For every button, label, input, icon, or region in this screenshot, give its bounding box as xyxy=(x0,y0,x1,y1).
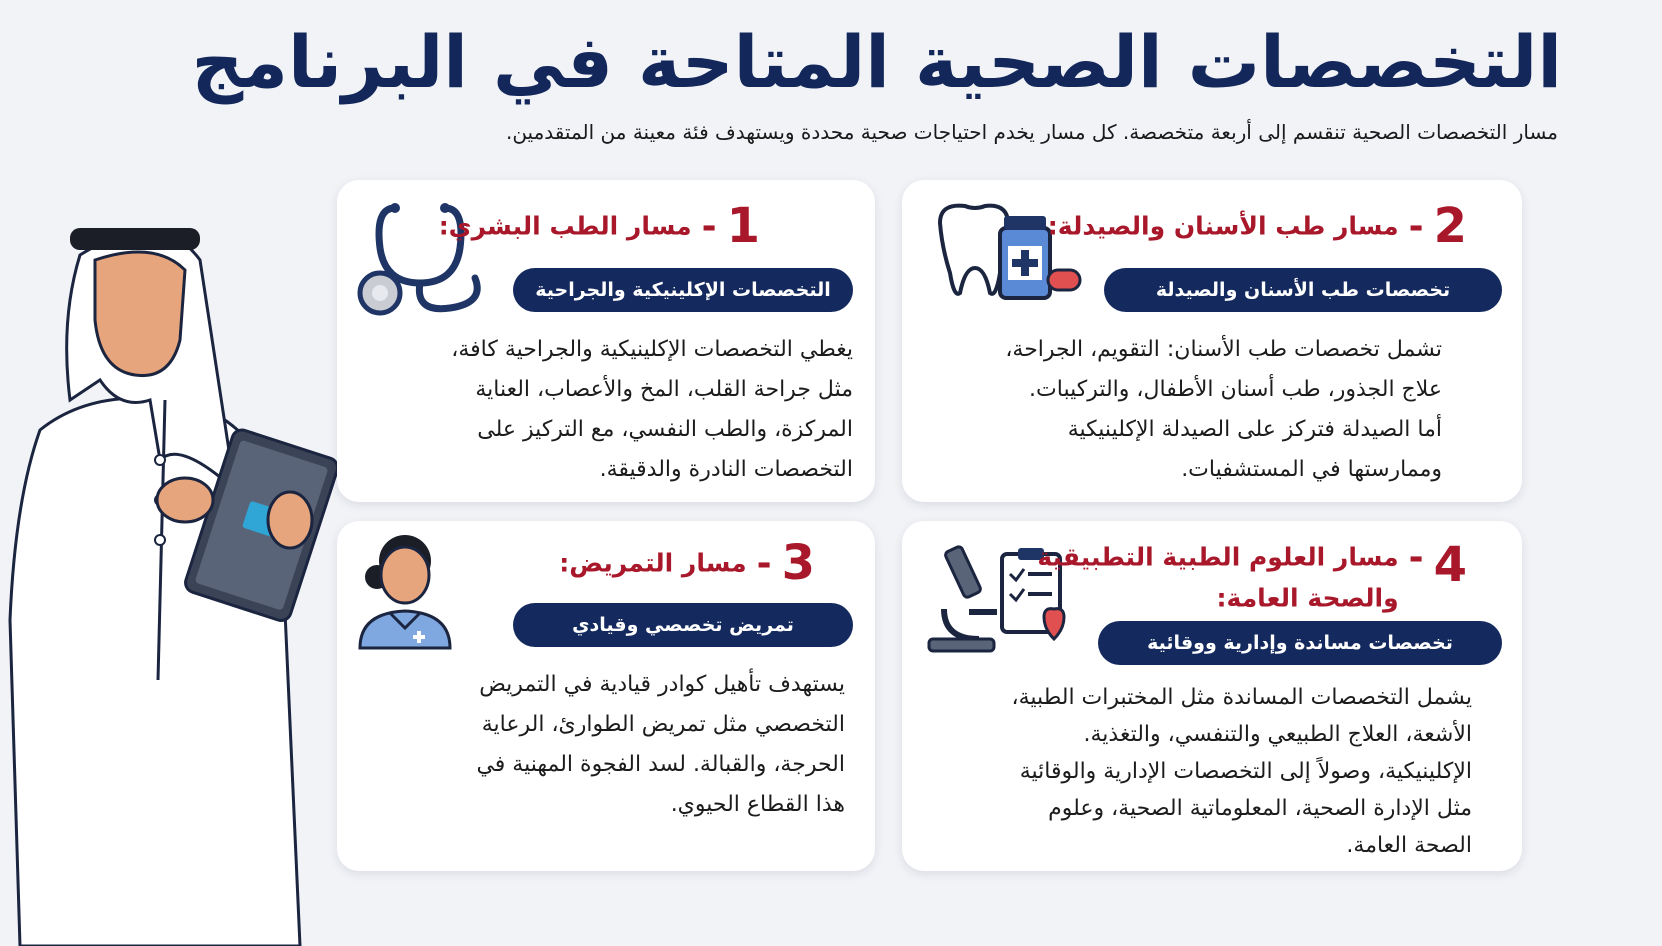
category-pill: تخصصات مساندة وإدارية ووقائية xyxy=(1098,621,1502,665)
card-description xyxy=(353,330,853,490)
card-title: مسار التمريض: xyxy=(559,548,747,578)
description-line: أما الصيدلة فتركز على الصيدلة الإكلينيكية xyxy=(1067,417,1442,442)
page-subtitle: مسار التخصصات الصحية تنقسم إلى أربعة متخصصة. كل مسار يخدم احتياجات صحية محددة ويستهدف فئة معينة من المتقدمين. xyxy=(505,120,1558,144)
card-number: 3 xyxy=(781,535,815,591)
description-line: المركزة، والطب النفسي، مع التركيز على xyxy=(477,417,853,442)
page-title: التخصصات الصحية المتاحة في البرنامج xyxy=(191,20,1562,104)
card-title: مسار طب الأسنان والصيدلة: xyxy=(1047,211,1399,241)
card-applied-medical-sciences xyxy=(902,521,1522,871)
card-description xyxy=(365,665,845,825)
description-line: الحرجة، والقبالة. لسد الفجوة المهنية في xyxy=(476,752,845,777)
category-pill: تخصصات طب الأسنان والصيدلة xyxy=(1104,268,1502,312)
card-number: 1 xyxy=(726,198,760,254)
category-pill: تمريض تخصصي وقيادي xyxy=(513,603,853,647)
card-number: 2 xyxy=(1433,198,1467,254)
card-title-line: مسار العلوم الطبية التطبيقية xyxy=(1037,542,1399,572)
card-heading: 1-مسار الطب البشري: xyxy=(438,198,760,254)
description-line: الأشعة، العلاج الطبيعي والتنفسي، والتغذية. xyxy=(1083,722,1472,747)
description-line: علاج الجذور، طب أسنان الأطفال، والتركيبات. xyxy=(1029,377,1442,402)
description-line: تشمل تخصصات طب الأسنان: التقويم، الجراحة، xyxy=(1005,337,1442,362)
description-line: مثل الإدارة الصحية، المعلوماتية الصحية، وعلوم xyxy=(1048,796,1472,821)
description-line: التخصصات النادرة والدقيقة. xyxy=(599,457,853,482)
category-pill: التخصصات الإكلينيكية والجراحية xyxy=(513,268,853,312)
description-line: يغطي التخصصات الإكلينيكية والجراحية كافة، xyxy=(451,337,853,362)
man-with-tablet-illustration xyxy=(0,200,340,946)
card-number: 4 xyxy=(1433,537,1467,593)
card-medicine xyxy=(337,180,875,502)
description-line: الإكلينيكية، وصولاً إلى التخصصات الإدارية والوقائية xyxy=(1019,759,1472,784)
card-heading: 2-مسار طب الأسنان والصيدلة: xyxy=(1047,198,1467,254)
card-heading: 4-مسار العلوم الطبية التطبيقية والصحة العامة: xyxy=(1037,537,1467,618)
card-title xyxy=(1037,537,1398,618)
description-line: مثل جراحة القلب، المخ والأعصاب، العناية xyxy=(475,377,853,402)
card-description xyxy=(922,330,1442,490)
description-line: وممارستها في المستشفيات. xyxy=(1181,457,1442,482)
card-description xyxy=(912,679,1472,864)
description-line: الصحة العامة. xyxy=(1346,833,1472,858)
description-line: التخصصي مثل تمريض الطوارئ، الرعاية xyxy=(481,712,845,737)
nurse-icon xyxy=(355,533,455,651)
card-title: مسار الطب البشري: xyxy=(438,211,692,241)
description-line: يستهدف تأهيل كوادر قيادية في التمريض xyxy=(479,672,845,697)
card-nursing xyxy=(337,521,875,871)
card-heading: 3-مسار التمريض: xyxy=(559,535,815,591)
description-line: هذا القطاع الحيوي. xyxy=(670,792,845,817)
card-dentistry-pharmacy xyxy=(902,180,1522,502)
card-title-line: والصحة العامة: xyxy=(1216,583,1399,612)
description-line: يشمل التخصصات المساندة مثل المختبرات الطبية، xyxy=(1011,685,1472,710)
